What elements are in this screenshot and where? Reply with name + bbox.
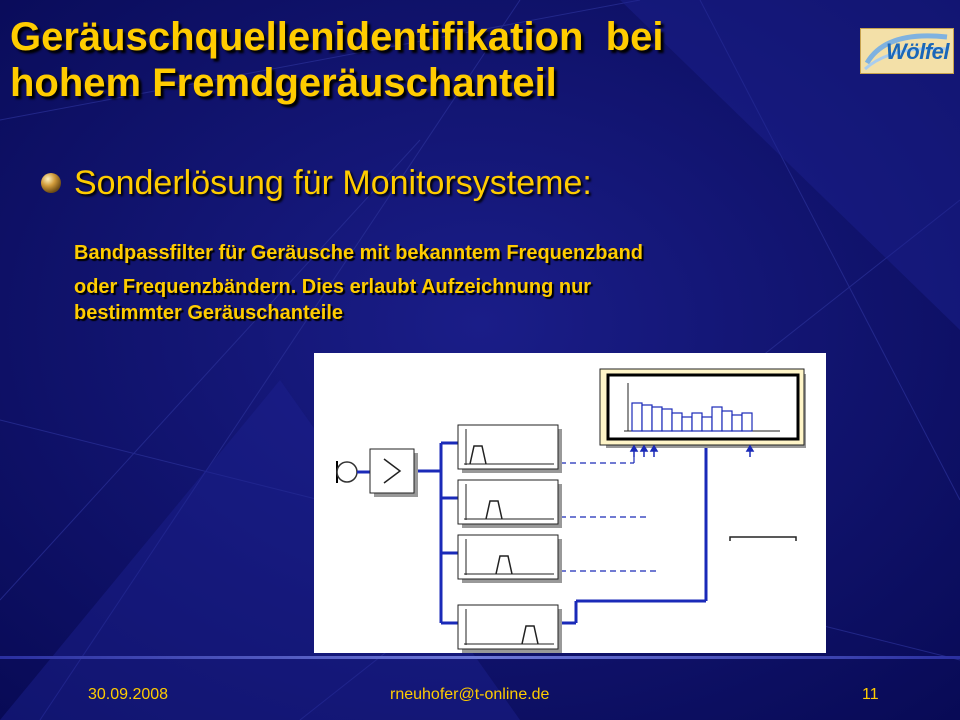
sphere-bullet-icon [40,172,62,194]
output-bracket [730,537,796,541]
footer-date: 30.09.2008 [88,686,169,703]
bandpass-filter-2 [458,480,562,528]
footer-page-number: 11 [862,686,879,703]
bandpass-filter-1 [458,425,562,473]
title-line-1: Geräuschquellenidentifikation bei [10,15,664,59]
bandpass-filter-3 [458,535,562,583]
bullet-text: Sonderlösung für Monitorsysteme: [74,164,592,202]
footer-email: rneuhofer@t-online.de [390,686,550,703]
amplifier-triangle-icon [370,449,418,497]
filter-block-diagram [314,353,826,653]
woelfel-logo [860,28,954,74]
dashed-connections [560,457,656,571]
title-line-2: hohem Fremdgeräuschanteil [10,61,557,105]
footer-divider [0,656,960,659]
microphone-icon [336,461,357,483]
slide-title [10,14,830,106]
spectrum-display [600,369,806,448]
body-line-3: bestimmter Geräuschanteile [74,302,343,324]
logo-text: Wölfel [886,39,949,64]
body-line-2: oder Frequenzbändern. Dies erlaubt Aufzeichnung nur [74,276,592,298]
body-paragraph [74,240,874,326]
body-line-1: Bandpassfilter für Geräusche mit bekanntem Frequenzband [74,242,644,264]
bandpass-filter-4 [458,605,562,653]
